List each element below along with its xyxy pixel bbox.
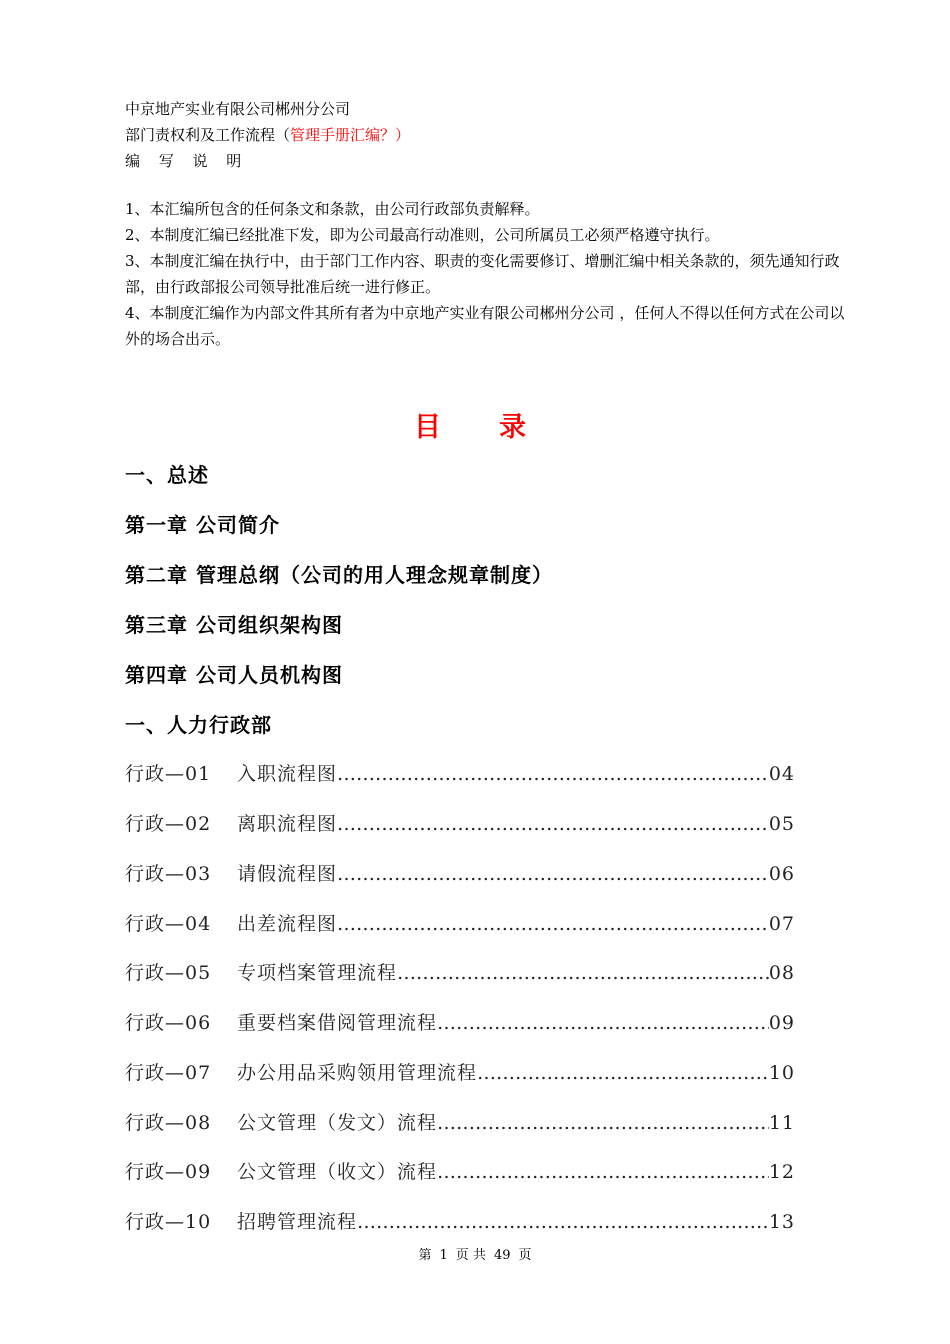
toc-entry[interactable]: [125, 759, 795, 789]
leader-dots: [397, 958, 769, 988]
intro-block: [125, 96, 845, 352]
company-name: 中京地产实业有限公司郴州分公司: [125, 100, 351, 118]
toc-entry[interactable]: [125, 958, 795, 988]
subtitle-main: 部门责权利及工作流程（: [125, 126, 291, 144]
entry-code: 行政—08: [125, 1112, 212, 1134]
leader-dots: [337, 759, 769, 789]
leader-dots: [477, 1058, 769, 1088]
subtitle-red-note: 管理手册汇编？: [290, 126, 396, 144]
entry-name: 重要档案借阅管理流程: [237, 1012, 438, 1034]
entry-page: 10: [768, 1062, 795, 1084]
leader-dots: [437, 1108, 769, 1138]
toc-entry[interactable]: [125, 1207, 795, 1237]
toc-entry[interactable]: [125, 809, 795, 839]
entry-code: 行政—03: [125, 863, 212, 885]
clause-3: 3、本制度汇编在执行中，由于部门工作内容、职责的变化需要修订、增删汇编中相关条款的，须先通知行政部，由行政部报公司领导批准后统一进行修正。: [125, 252, 840, 296]
clause-1: 1、本汇编所包含的任何条文和条款，由公司行政部负责解释。: [125, 200, 540, 218]
leader-dots: [357, 1207, 769, 1237]
entry-name: 出差流程图: [237, 913, 338, 935]
chapter-2: 第二章 管理总纲（公司的用人理念规章制度）: [125, 563, 553, 587]
entry-code: 行政—02: [125, 813, 212, 835]
section-overview: 一、总述: [125, 463, 209, 487]
document-subtitle: [125, 122, 845, 148]
entry-page: 12: [768, 1161, 795, 1183]
entry-code: 行政—10: [125, 1211, 212, 1233]
entry-code: 行政—07: [125, 1062, 212, 1084]
entry-name: 公文管理（发文）流程: [237, 1112, 438, 1134]
chapter-1: 第一章 公司简介: [125, 513, 280, 537]
footer-prefix: 第: [418, 1248, 432, 1263]
entry-page: 08: [768, 962, 795, 984]
clause-4: 4、本制度汇编作为内部文件其所有者为中京地产实业有限公司郴州分公司 ，任何人不得以任何方式在公司以外的场合出示。: [125, 304, 845, 348]
entry-page: 06: [768, 863, 795, 885]
entry-code: 行政—01: [125, 763, 212, 785]
toc-title: [0, 408, 950, 448]
entry-name: 入职流程图: [237, 763, 338, 785]
section-admin: 一、人力行政部: [125, 713, 272, 737]
leader-dots: [437, 1157, 769, 1187]
entry-name: 公文管理（收文）流程: [237, 1161, 438, 1183]
footer-page-number: 1: [439, 1248, 448, 1263]
chapter-4: 第四章 公司人员机构图: [125, 663, 343, 687]
leader-dots: [337, 859, 769, 889]
entry-code: 行政—04: [125, 913, 212, 935]
footer-mid: 页 共: [455, 1248, 486, 1263]
toc-title-right: 录: [499, 412, 536, 443]
page-footer: [0, 1247, 950, 1265]
entry-code: 行政—09: [125, 1161, 212, 1183]
entry-name: 招聘管理流程: [237, 1211, 358, 1233]
entry-code: 行政—06: [125, 1012, 212, 1034]
toc-title-left: 目: [414, 412, 451, 443]
subtitle-end: ）: [395, 126, 411, 144]
entry-name: 离职流程图: [237, 813, 338, 835]
toc-entry[interactable]: [125, 1157, 795, 1187]
toc-entry[interactable]: [125, 1058, 795, 1088]
note-title: 编 写 说 明: [125, 152, 249, 170]
entry-page: 11: [768, 1112, 795, 1134]
entry-name: 专项档案管理流程: [237, 962, 398, 984]
toc-entry[interactable]: [125, 1008, 795, 1038]
entry-page: 13: [768, 1211, 795, 1233]
entry-page: 07: [768, 913, 795, 935]
clause-2: 2、本制度汇编已经批准下发，即为公司最高行动准则，公司所属员工必须严格遵守执行。: [125, 226, 720, 244]
toc-entry[interactable]: [125, 909, 795, 939]
entry-name: 请假流程图: [237, 863, 338, 885]
entry-page: 09: [768, 1012, 795, 1034]
leader-dots: [337, 909, 769, 939]
chapter-3: 第三章 公司组织架构图: [125, 613, 343, 637]
leader-dots: [437, 1008, 769, 1038]
footer-total-pages: 49: [493, 1248, 511, 1263]
entry-code: 行政—05: [125, 962, 212, 984]
leader-dots: [337, 809, 769, 839]
entry-page: 05: [768, 813, 795, 835]
entry-name: 办公用品采购领用管理流程: [237, 1062, 478, 1084]
entry-page: 04: [768, 763, 795, 785]
footer-suffix: 页: [518, 1248, 532, 1263]
toc-entry[interactable]: [125, 1108, 795, 1138]
toc-entry[interactable]: [125, 859, 795, 889]
